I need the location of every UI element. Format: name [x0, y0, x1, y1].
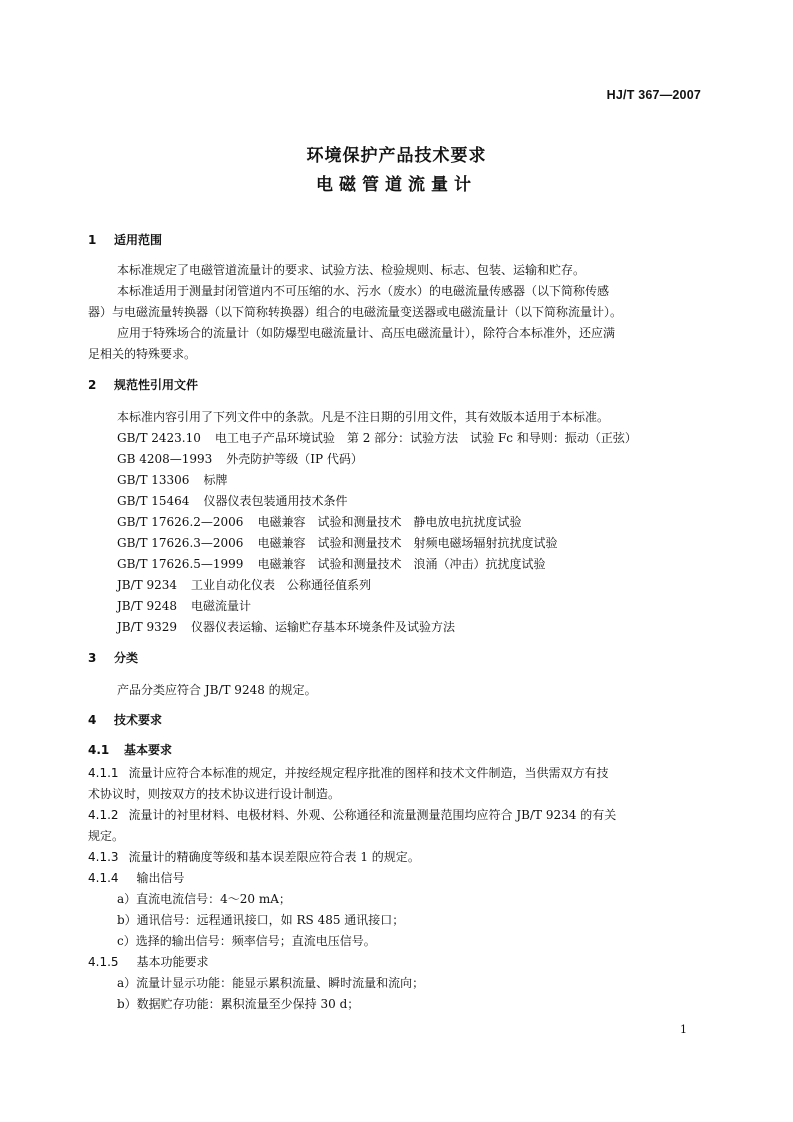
section-number: 4: [88, 713, 97, 727]
section-title: 技术要求: [114, 713, 163, 727]
section-3-heading: [88, 651, 703, 665]
paragraph-continuation: 规定。: [88, 829, 125, 843]
paragraph: 应用于特殊场合的流量计（如防爆型电磁流量计、高压电磁流量计），除符合本标准外，还应满: [117, 326, 616, 340]
section-2-heading: [88, 378, 703, 392]
reference-item: [117, 452, 703, 466]
clause-4-1-3: [88, 850, 703, 864]
paragraph-continuation: 术协议时，则按双方的技术协议进行设计制造。: [88, 787, 341, 801]
clause-title: 基本要求: [124, 743, 173, 757]
clause-4-1-heading: [88, 743, 703, 757]
reference-title: 工业自动化仪表 公称通径值系列: [191, 578, 372, 592]
reference-title: 外壳防护等级（IP 代码）: [226, 452, 363, 466]
reference-code: GB/T 2423.10: [117, 431, 201, 445]
clause-4-1-2: [88, 808, 703, 822]
reference-code: JB/T 9234: [117, 578, 178, 592]
paragraph: 本标准内容引用了下列文件中的条款。凡是不注日期的引用文件，其有效版本适用于本标准。: [117, 410, 610, 424]
reference-title: 仪器仪表运输、运输贮存基本环境条件及试验方法: [191, 620, 456, 634]
document-title-line2: 电磁管道流量计: [316, 175, 477, 195]
clause-text: 流量计的衬里材料、电极材料、外观、公称通径和流量测量范围均应符合 JB/T 9234 的有关: [128, 808, 617, 822]
reference-title: 仪器仪表包装通用技术条件: [203, 494, 348, 508]
reference-title: 电磁兼容 试验和测量技术 射频电磁场辐射抗扰度试验: [257, 536, 558, 550]
reference-item: [117, 599, 703, 613]
clause-text: 流量计的精确度等级和基本误差限应符合表 1 的规定。: [128, 850, 420, 864]
section-title: 分类: [114, 651, 139, 665]
clause-number: 4.1.2: [88, 808, 119, 822]
clause-4-1-1: [88, 766, 703, 780]
paragraph: 产品分类应符合 JB/T 9248 的规定。: [117, 683, 317, 697]
document-title-line1: 环境保护产品技术要求: [306, 146, 487, 166]
paragraph-continuation: 足相关的特殊要求。: [88, 347, 197, 361]
page-number: 1: [680, 1023, 687, 1036]
clause-4-1-5: [88, 955, 703, 969]
standard-code-header: HJ/T 367—2007: [606, 88, 701, 102]
section-number: 1: [88, 233, 97, 247]
list-item: b）通讯信号：远程通讯接口，如 RS 485 通讯接口；: [117, 913, 405, 927]
reference-title: 电磁流量计: [191, 599, 252, 613]
reference-item: [117, 473, 703, 487]
clause-number: 4.1.4: [88, 871, 119, 885]
section-title: 规范性引用文件: [114, 378, 199, 392]
reference-title: 电工电子产品环境试验 第 2 部分：试验方法 试验 Fc 和导则：振动（正弦）: [214, 431, 637, 445]
reference-title: 标牌: [203, 473, 228, 487]
list-item: a）直流电流信号：4～20 mA；: [117, 892, 291, 906]
section-1-heading: [88, 233, 703, 247]
reference-title: 电磁兼容 试验和测量技术 浪涌（冲击）抗扰度试验: [257, 557, 546, 571]
paragraph: 本标准适用于测量封闭管道内不可压缩的水、污水（废水）的电磁流量传感器（以下简称传感: [117, 284, 610, 298]
list-item: b）数据贮存功能：累积流量至少保持 30 d；: [117, 997, 360, 1011]
section-number: 2: [88, 378, 97, 392]
section-title: 适用范围: [114, 233, 163, 247]
clause-title: 输出信号: [136, 871, 185, 885]
reference-item: [117, 578, 703, 592]
reference-code: JB/T 9248: [117, 599, 178, 613]
list-item: a）流量计显示功能：能显示累积流量、瞬时流量和流向；: [117, 976, 425, 990]
paragraph-continuation: 器）与电磁流量转换器（以下简称转换器）组合的电磁流量变送器或电磁流量计（以下简称流量计）。: [88, 305, 623, 319]
clause-4-1-4: [88, 871, 703, 885]
reference-title: 电磁兼容 试验和测量技术 静电放电抗扰度试验: [257, 515, 522, 529]
reference-code: GB/T 17626.2—2006: [117, 515, 244, 529]
paragraph: 本标准规定了电磁管道流量计的要求、试验方法、检验规则、标志、包装、运输和贮存。: [117, 263, 586, 277]
list-item: c）选择的输出信号：频率信号；直流电压信号。: [117, 934, 376, 948]
reference-item: [117, 515, 703, 529]
reference-item: [117, 557, 703, 571]
section-number: 3: [88, 651, 97, 665]
reference-code: GB/T 15464: [117, 494, 190, 508]
reference-code: GB/T 17626.5—1999: [117, 557, 244, 571]
clause-number: 4.1.3: [88, 850, 119, 864]
reference-item: [117, 431, 703, 445]
clause-number: 4.1.1: [88, 766, 119, 780]
reference-code: JB/T 9329: [117, 620, 178, 634]
clause-number: 4.1: [88, 743, 110, 757]
reference-item: [117, 620, 703, 634]
reference-item: [117, 536, 703, 550]
reference-code: GB/T 13306: [117, 473, 190, 487]
reference-item: [117, 494, 703, 508]
clause-title: 基本功能要求: [136, 955, 209, 969]
reference-code: GB/T 17626.3—2006: [117, 536, 244, 550]
clause-text: 流量计应符合本标准的规定，并按经规定程序批准的图样和技术文件制造，当供需双方有技: [128, 766, 609, 780]
clause-number: 4.1.5: [88, 955, 119, 969]
section-4-heading: [88, 713, 703, 727]
reference-code: GB 4208—1993: [117, 452, 213, 466]
